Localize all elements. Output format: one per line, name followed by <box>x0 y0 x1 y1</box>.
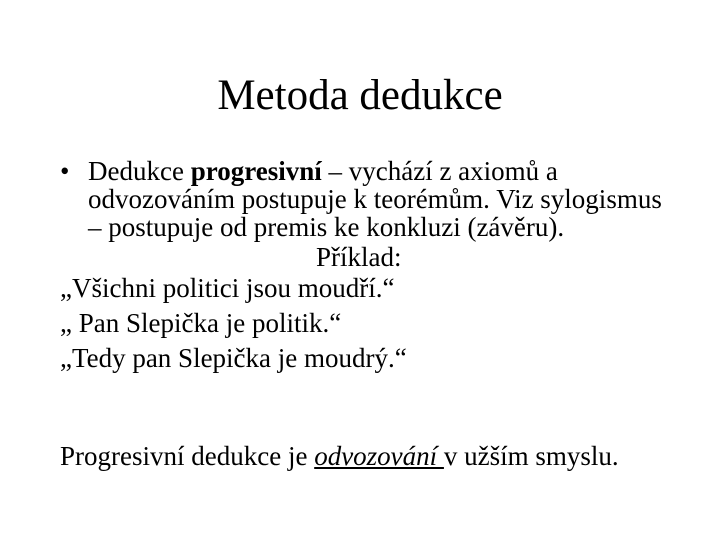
bullet-item <box>60 157 680 241</box>
bullet-lead: Dedukce <box>88 156 191 186</box>
bullet-term: progresivní <box>190 156 322 186</box>
conclusion-after: v užším smyslu. <box>443 441 619 471</box>
slide-body <box>60 157 680 376</box>
example-line-2: „ Pan Slepička je politik.“ <box>60 308 342 338</box>
conclusion-emphasis: odvozování <box>314 441 444 471</box>
example-line-3: „Tedy pan Slepička je moudrý.“ <box>60 343 407 373</box>
slide-title: Metoda dedukce <box>217 72 503 119</box>
conclusion-before: Progresivní dedukce je <box>60 441 315 471</box>
bullet-marker: • <box>60 156 70 186</box>
example-line-1: „Všichni politici jsou moudří.“ <box>60 273 395 303</box>
conclusion <box>60 440 619 472</box>
bullet-text: – vychází z axiomů a odvozováním postupuje k teorémům. Viz sylogismus – postupuje od premis ke konkluzi (závěru). <box>88 156 662 242</box>
example-label: Příklad: <box>316 242 402 272</box>
